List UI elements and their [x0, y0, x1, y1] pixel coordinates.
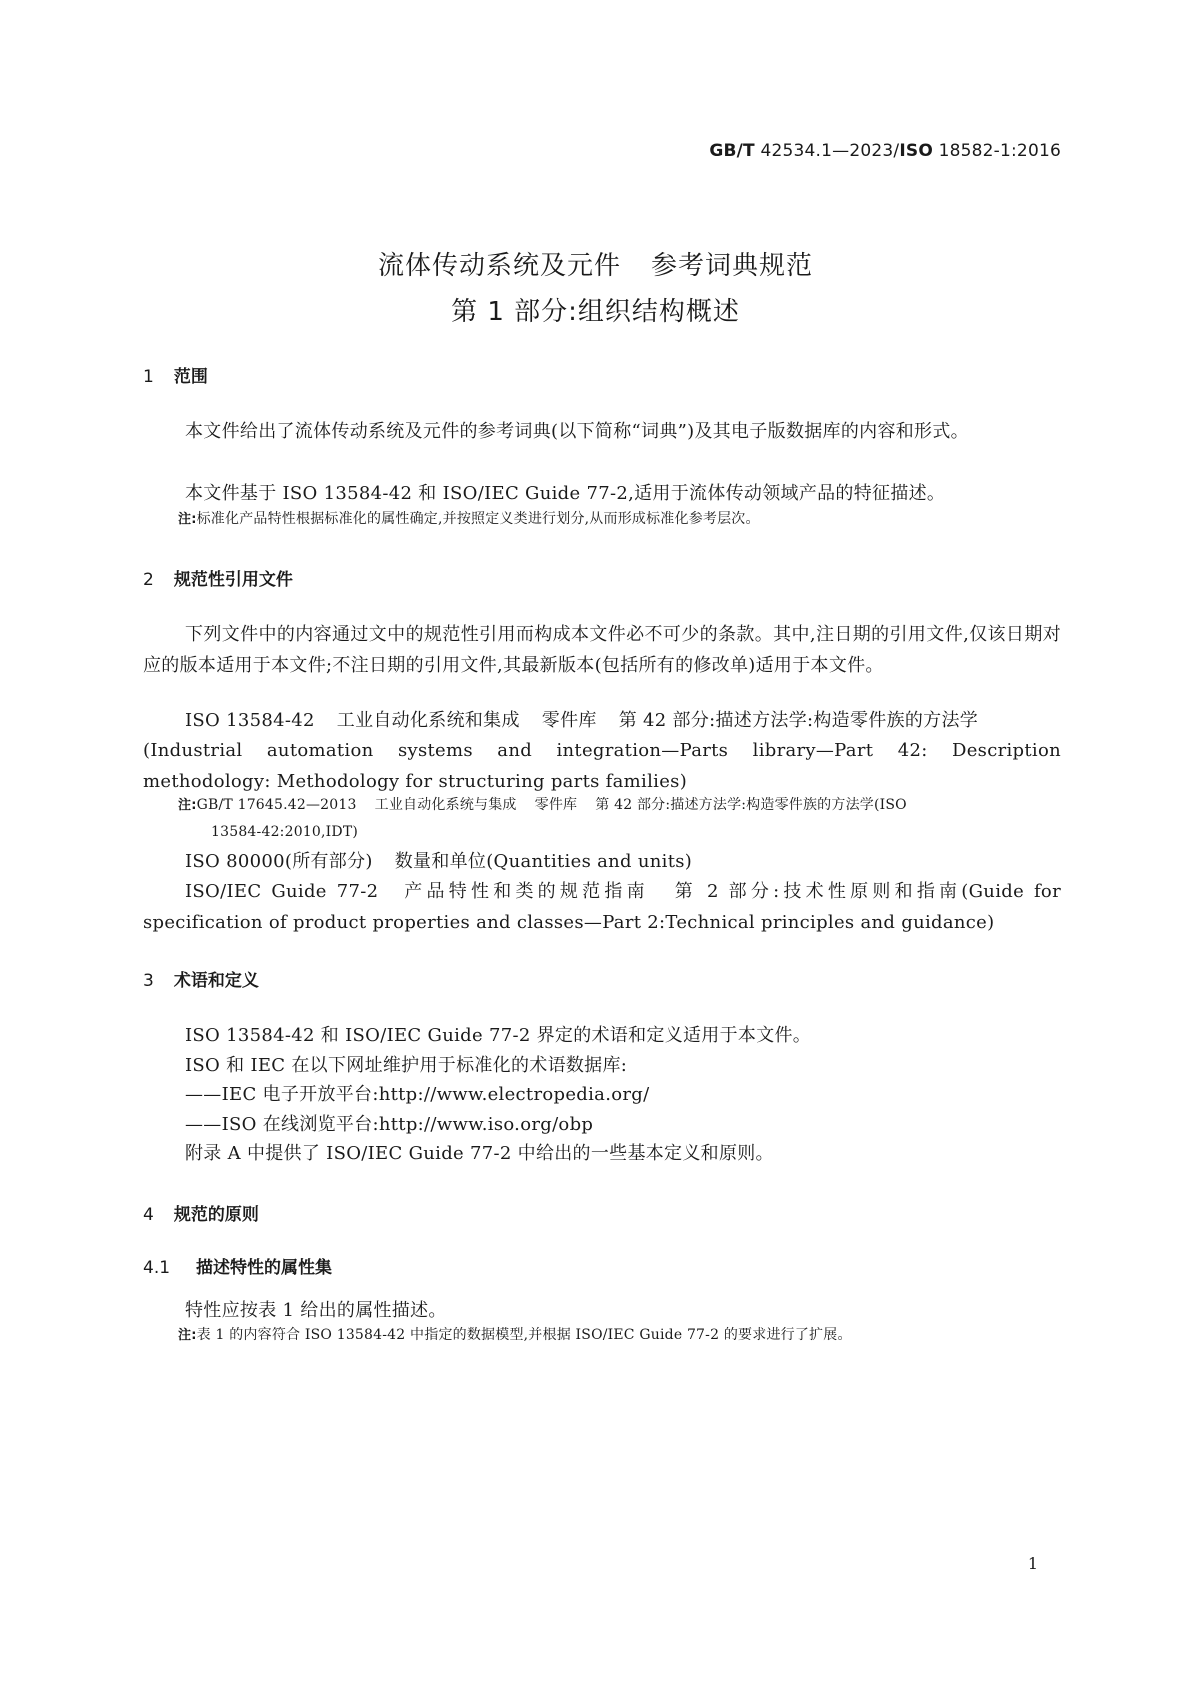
section-3-line-3: ——IEC 电子开放平台:http://www.electropedia.org/: [185, 1084, 650, 1105]
note-continuation: 13584-42:2010,IDT): [211, 824, 359, 840]
note-text: 标准化产品特性根据标准化的属性确定,并按照定义类进行划分,从而形成标准化参考层次。: [196, 511, 760, 527]
section-3-line-1: ISO 13584-42 和 ISO/IEC Guide 77-2 界定的术语和定义适用于本文件。: [185, 1025, 812, 1046]
section-title: 范围: [173, 367, 208, 387]
section-2-heading: [143, 565, 293, 590]
section-title: 规范性引用文件: [173, 570, 293, 590]
section-number: 3: [143, 971, 154, 991]
note-label: 注:: [178, 798, 197, 813]
title-line-1: [0, 243, 1191, 289]
section-3-line-4: ——ISO 在线浏览平台:http://www.iso.org/obp: [185, 1114, 594, 1135]
section-2-note: [178, 792, 1058, 846]
section-title: 术语和定义: [173, 971, 259, 991]
section-3-line-5: 附录 A 中提供了 ISO/IEC Guide 77-2 中给出的一些基本定义和原则。: [185, 1143, 774, 1164]
note-title-a: 工业自动化系统与集成: [374, 797, 517, 813]
note-title-b: 零件库: [534, 797, 578, 813]
std-code-number: 42534.1—2023/: [754, 141, 900, 161]
section-1-paragraph-2: 本文件基于 ISO 13584-42 和 ISO/IEC Guide 77-2,适用于流体传动领域产品的特征描述。: [185, 483, 946, 504]
reference-1-title-b: 零件库: [541, 710, 597, 731]
reference-3: [143, 876, 1061, 938]
title-part-1: 流体传动系统及元件: [377, 251, 621, 281]
reference-1-english-title: (Industrial automation systems and integration—Parts library—Part 42: Description methodology: Methodology for structuring parts families): [143, 740, 1061, 792]
section-4-1-heading: [143, 1253, 332, 1278]
note-label: 注:: [178, 512, 197, 527]
section-2-paragraph-1: 下列文件中的内容通过文中的规范性引用而构成本文件必不可少的条款。其中,注日期的引用文件,仅该日期对应的版本适用于本文件;不注日期的引用文件,其最新版本(包括所有的修改单)适用于本文件。: [143, 624, 1061, 676]
section-1-paragraph-1: 本文件给出了流体传动系统及元件的参考词典(以下简称“词典”)及其电子版数据库的内容和形式。: [185, 421, 969, 442]
note-text: 表 1 的内容符合 ISO 13584-42 中指定的数据模型,并根据 ISO/IEC Guide 77-2 的要求进行了扩展。: [196, 1327, 852, 1343]
section-number: 4.1: [143, 1258, 171, 1278]
title-line-2: 第 1 部分:组织结构概述: [451, 297, 740, 327]
page-number: 1: [1027, 1554, 1038, 1573]
std-code-gbt: GB/T: [709, 141, 755, 161]
note-label: 注:: [178, 1328, 197, 1343]
reference-1-title-a: 工业自动化系统和集成: [336, 710, 520, 731]
section-4-1-line-1: 特性应按表 1 给出的属性描述。: [185, 1300, 447, 1321]
section-number: 2: [143, 570, 154, 590]
reference-2-code: ISO 80000(所有部分): [185, 851, 373, 872]
section-number: 4: [143, 1205, 154, 1225]
reference-2: [185, 846, 692, 877]
reference-3-title-b: 第 2 部分:技术性原则和指南(Guide for specification of product properties and classes—Part 2:Technical principles and guidance): [143, 881, 1061, 933]
reference-3-code: ISO/IEC Guide 77-2: [185, 881, 379, 902]
section-title: 规范的原则: [173, 1205, 259, 1225]
title-part-2: 参考词典规范: [651, 251, 814, 281]
note-code: GB/T 17645.42—2013: [196, 797, 357, 813]
standard-code: [709, 141, 1061, 161]
std-code-iso-number: 18582-1:2016: [932, 141, 1061, 161]
std-code-iso: ISO: [899, 141, 933, 161]
reference-1-title-c: 第 42 部分:描述方法学:构造零件族的方法学: [618, 710, 979, 731]
reference-1-code: ISO 13584-42: [185, 710, 315, 731]
section-4-1-note: [178, 1322, 1058, 1349]
document-title: [0, 243, 1191, 335]
section-1-heading: [143, 362, 208, 387]
section-3-line-2: ISO 和 IEC 在以下网址维护用于标准化的术语数据库:: [185, 1055, 628, 1076]
section-3-heading: [143, 966, 259, 991]
reference-2-title: 数量和单位(Quantities and units): [394, 851, 693, 872]
section-1-note: [178, 506, 1058, 533]
section-title: 描述特性的属性集: [196, 1258, 333, 1278]
reference-3-title-a: 产品特性和类的规范指南: [400, 881, 649, 902]
section-4-heading: [143, 1200, 259, 1225]
note-title-c: 第 42 部分:描述方法学:构造零件族的方法学(ISO: [595, 797, 907, 813]
section-number: 1: [143, 367, 154, 387]
reference-1: [185, 705, 978, 736]
